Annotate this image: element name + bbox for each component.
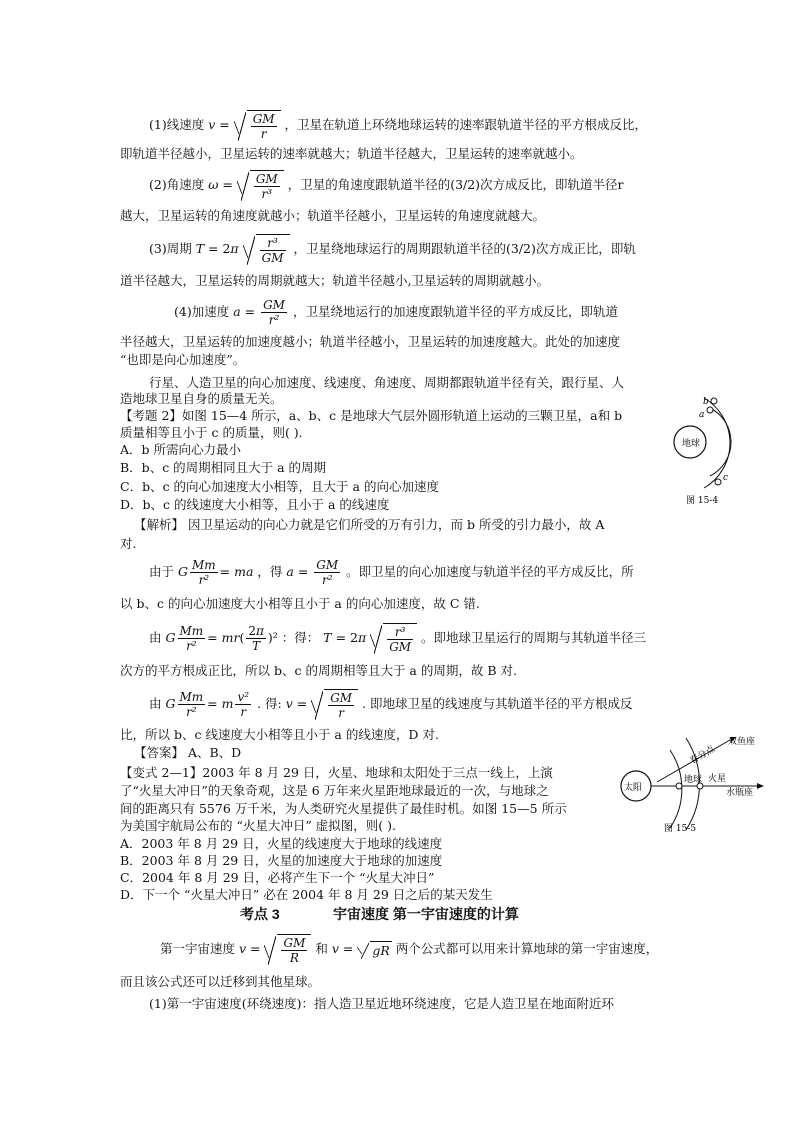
- text: 由于: [149, 564, 175, 579]
- satellite-b: [711, 398, 717, 404]
- analysis-formula-2: 由 G $\frac{Mm}{\text{r²}}$ = mr( $\frac{2\pi}{T}$ )² ：得： T = 2π $\frac{\text{r³}}{GM}$ 。即地球卫星运行的周期与其轨道半径三: [149, 624, 647, 654]
- text: 第一宇宙速度: [160, 941, 236, 956]
- pisces-label: 双鱼座: [728, 737, 756, 747]
- analysis-line: 对.: [120, 536, 137, 551]
- satellite-c: [715, 479, 721, 485]
- formula-acceleration: (4)加速度 a = $\frac{GM}{\text{r²}}$ ，卫星绕地运行的加速度跟轨道半径的平方成反比，即轨道: [174, 298, 618, 327]
- satellite-a: [707, 407, 713, 413]
- earth-dot: [676, 783, 682, 789]
- variant-stem: 【变式 2—1】2003 年 8 月 29 日，火星、地球和太阳处于三点一线上，上演: [120, 765, 553, 780]
- aquarius-label: 水瓶座: [726, 788, 754, 798]
- orbit-a: [710, 408, 731, 476]
- text: ，卫星在轨道上环绕地球运转的速率跟轨道半径的平方根成反比，: [284, 117, 648, 132]
- analysis-line: 次方的平方根成正比，所以 b、c 的周期相等且大于 a 的周期，故 B 对.: [120, 663, 517, 678]
- text: 两个公式都可以用来计算地球的第一宇宙速度，: [395, 941, 659, 956]
- text-line: 而且该公式还可以迁移到其他星球。: [120, 974, 321, 989]
- text-line: “也即是向心加速度”。: [120, 352, 246, 367]
- analysis-line: 【解析】 因卫星运动的向心力就是它们所受的万有引力，而 b 所受的引力最小，故 A: [134, 517, 605, 532]
- text: ，卫星绕地运行的加速度跟轨道半径的平方成反比，即轨道: [292, 304, 618, 319]
- earth-label: 地球: [682, 439, 701, 449]
- figure-15-5: [612, 730, 772, 835]
- option-d: D．b、c 的线速度大小相等，且小于 a 的线速度: [120, 497, 390, 512]
- text-line: (1)第一宇宙速度(环绕速度)：指人造卫星近地环绕速度，它是人造卫星在地面附近环: [149, 996, 614, 1011]
- text: (1)线速度: [149, 117, 205, 132]
- text-line: 半径越大，卫星运转的加速度越小；轨道半径越小，卫星运转的加速度越大。此处的加速度: [120, 334, 621, 349]
- analysis-formula-1: 由于 G $\frac{Mm}{\text{r²}}$ = ma ，得 a = $\frac{GM}{\text{r²}}$ 。即卫星的向心加速度与轨道半径的平方成反比，所: [149, 558, 634, 587]
- text: ，得: [257, 564, 283, 579]
- formula-line-velocity: (1)线速度 v = $\frac{GM}{r}$ ，卫星在轨道上环绕地球运转的速率跟轨道半径的平方根成反比，: [149, 112, 648, 141]
- arrow-head: [757, 783, 764, 789]
- mars-label: 火星: [708, 774, 727, 784]
- text-line: 造地球卫星自身的质量无关。: [120, 391, 283, 406]
- variant-option-a: A．2003 年 8 月 29 日，火星的线速度大于地球的线速度: [120, 836, 443, 851]
- earth-label: 地球: [684, 775, 703, 785]
- answer-line: 【答案】 A、B、D: [134, 745, 242, 760]
- section-heading-number: 考点 3: [240, 906, 280, 922]
- text: 和: [315, 941, 328, 956]
- text: (2)角速度: [149, 177, 205, 192]
- option-b: B．b、c 的周期相同且大于 a 的周期: [120, 460, 327, 475]
- text: (3)周期: [149, 241, 192, 256]
- section-heading-title: 宇宙速度 第一宇宙速度的计算: [333, 906, 519, 922]
- label-c: c: [723, 473, 729, 483]
- text: ：得：: [281, 630, 320, 645]
- text: ，卫星绕地球运行的周期跟轨道半径的(3/2)次方成正比，即轨: [293, 241, 636, 256]
- formula-angular-velocity: (2)角速度 ω = $\frac{GM}{\text{r³}}$ ，卫星的角速度跟轨道半径的(3/2)次方成反比，即轨道半径r: [149, 172, 624, 201]
- variant-stem: 间的距离只有 5576 万千米，为人类研究火星提供了最佳时机。如图 15—5 所示: [120, 801, 567, 816]
- text: ，卫星的角速度跟轨道半径的(3/2)次方成反比，即轨道半径r: [287, 177, 624, 192]
- variant-option-d: D．下一个 “火星大冲日” 必在 2004 年 8 月 29 日之后的某天发生: [120, 887, 493, 902]
- label-b: b: [703, 397, 709, 407]
- text-line: 道半径越大，卫星运转的周期就越大；轨道半径越小,卫星运转的周期就越小。: [120, 273, 549, 288]
- text-line: 即轨道半径越小，卫星运转的速率就越大；轨道半径越大，卫星运转的速率就越小。: [120, 146, 583, 161]
- text-line: 行星、人造卫星的向心加速度、线速度、角速度、周期都跟轨道半径有关，跟行星、人: [149, 375, 625, 390]
- analysis-line: 比，所以 b、c 线速度大小相等且小于 a 的线速度，D 对.: [120, 727, 439, 742]
- option-c: C．b、c 的向心加速度大小相等，且大于 a 的向心加速度: [120, 479, 439, 494]
- analysis-formula-3: 由 G $\frac{Mm}{\text{r²}}$ = m $\frac{\text{v²}}{r}$ . 得: v = $\frac{GM}{r}$ . 即地球卫星的线速度与其轨道半径的平方根成反: [149, 690, 633, 720]
- variant-option-c: C．2004 年 8 月 29 日，必将产生下一个 “火星大冲日”: [120, 870, 435, 885]
- spring-label: 春分点: [688, 744, 717, 767]
- text: (4)加速度: [174, 304, 230, 319]
- question-stem: 质量相等且小于 c 的质量，则( ).: [120, 425, 303, 440]
- formula-period: (3)周期 T = 2π $\frac{\text{r³}}{GM}$ ，卫星绕地球运行的周期跟轨道半径的(3/2)次方成正比，即轨: [149, 236, 636, 265]
- figure-caption: 图 15-5: [664, 824, 697, 834]
- text: . 得:: [257, 696, 282, 711]
- cosmic-velocity-formula: 第一宇宙速度 v = $\frac{GM}{R}$ 和 v = gR 两个公式都可以用来计算地球的第一宇宙速度，: [160, 936, 659, 965]
- variant-option-b: B．2003 年 8 月 29 日，火星的加速度大于地球的加速度: [120, 853, 443, 868]
- variant-stem: 为美国宇航局公布的 “火星大冲日” 虚拟图，则( ).: [120, 818, 396, 833]
- text: . 即地球卫星的线速度与其轨道半径的平方根成反: [362, 696, 633, 711]
- text: 。即地球卫星运行的周期与其轨道半径三: [421, 630, 647, 645]
- sun-label: 太阳: [624, 783, 643, 793]
- option-a: A．b 所需向心力最小: [120, 442, 242, 457]
- question-stem: 【考题 2】如图 15—4 所示，a、b、c 是地球大气层外圆形轨道上运动的三颗卫星，a和 b: [120, 408, 623, 423]
- variant-stem: 了“火星大冲日”的天象奇观，这是 6 万年来火星距地球最近的一次，与地球之: [120, 783, 549, 798]
- figure-15-4: [670, 390, 760, 515]
- figure-caption: 图 15-4: [686, 496, 719, 506]
- analysis-line: 以 b、c 的向心加速度大小相等且小于 a 的向心加速度，故 C 错.: [120, 596, 480, 611]
- text: 由: [149, 630, 162, 645]
- text-line: 越大，卫星运转的角速度就越小；轨道半径越小，卫星运转的角速度就越大。: [120, 208, 546, 223]
- label-a: a: [699, 410, 705, 420]
- text: 由: [149, 696, 162, 711]
- text: 。即卫星的向心加速度与轨道半径的平方成反比，所: [346, 564, 634, 579]
